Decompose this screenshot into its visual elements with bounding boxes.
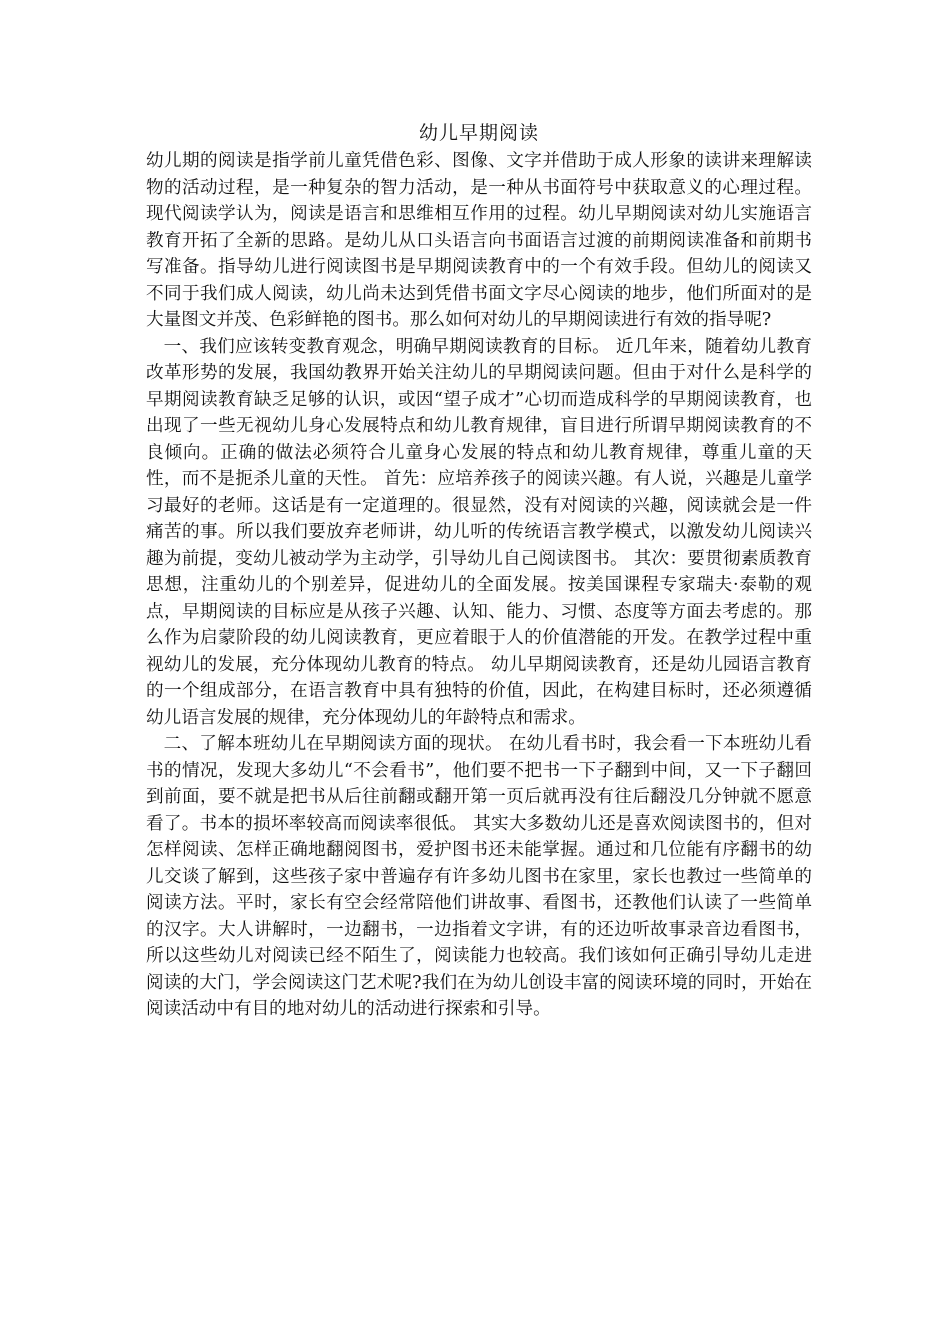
paragraph-intro: 幼儿期的阅读是指学前儿童凭借色彩、图像、文字并借助于成人形象的读讲来理解读物的活动过程，是一种复杂的智力活动，是一种从书面符号中获取意义的心理过程。现代阅读学认为，阅读是语言和思维相互作用的过程。幼儿早期阅读对幼儿实施语言教育开拓了全新的思路。是幼儿从口头语言向书面语言过渡的前期阅读准备和前期书写准备。指导幼儿进行阅读图书是早期阅读教育中的一个有效手段。但幼儿的阅读又不同于我们成人阅读，幼儿尚未达到凭借书面文字尽心阅读的地步，他们所面对的是大量图文并茂、色彩鲜艳的图书。那么如何对幼儿的早期阅读进行有效的指导呢?	[146, 151, 812, 330]
paragraph-section-one: 一、我们应该转变教育观念，明确早期阅读教育的目标。 近几年来，随着幼儿教育改革形势的发展，我国幼教界开始关注幼儿的早期阅读问题。但由于对什么是科学的早期阅读教育缺乏足够的认识，或因“望子成才”心切而造成科学的早期阅读教育，也出现了一些无视幼儿身心发展特点和幼儿教育规律，盲目进行所谓早期阅读教育的不良倾向。正确的做法必须符合儿童身心发展的特点和幼儿教育规律，尊重儿童的天性，而不是扼杀儿童的天性。 首先：应培养孩子的阅读兴趣。有人说，兴趣是儿童学习最好的老师。这话是有一定道理的。很显然，没有对阅读的兴趣，阅读就会是一件痛苦的事。所以我们要放弃老师讲，幼儿听的传统语言教学模式，以激发幼儿阅读兴趣为前提，变幼儿被动学为主动学，引导幼儿自己阅读图书。 其次：要贯彻素质教育思想，注重幼儿的个别差异，促进幼儿的全面发展。按美国课程专家瑞夫·泰勒的观点，早期阅读的目标应是从孩子兴趣、认知、能力、习惯、态度等方面去考虑的。那么作为启蒙阶段的幼儿阅读教育，更应着眼于人的价值潜能的开发。在教学过程中重视幼儿的发展，充分体现幼儿教育的特点。 幼儿早期阅读教育，还是幼儿园语言教育的一个组成部分，在语言教育中具有独特的价值，因此，在构建目标时，还必须遵循幼儿语言发展的规律，充分体现幼儿的年龄特点和需求。	[146, 336, 812, 728]
document-page	[146, 118, 812, 1023]
paragraph-section-two: 二、了解本班幼儿在早期阅读方面的现状。 在幼儿看书时，我会看一下本班幼儿看书的情况，发现大多幼儿“不会看书”，他们要不把书一下子翻到中间，又一下子翻回到前面，要不就是把书从后往前翻或翻开第一页后就再没有往后翻没几分钟就不愿意看了。书本的损坏率较高而阅读率很低。 其实大多数幼儿还是喜欢阅读图书的，但对怎样阅读、怎样正确地翻阅图书，爱护图书还未能掌握。通过和几位能有序翻书的幼儿交谈了解到，这些孩子家中普遍存有许多幼儿图书在家里，家长也教过一些简单的阅读方法。平时，家长有空会经常陪他们讲故事、看图书，还教他们认读了一些简单的汉字。大人讲解时，一边翻书，一边指着文字讲，有的还边听故事录音边看图书，所以这些幼儿对阅读已经不陌生了，阅读能力也较高。我们该如何正确引导幼儿走进阅读的大门，学会阅读这门艺术呢?我们在为幼儿创设丰富的阅读环境的同时，开始在阅读活动中有目的地对幼儿的活动进行探索和引导。	[146, 734, 812, 1019]
document-title: 幼儿早期阅读	[418, 122, 539, 144]
